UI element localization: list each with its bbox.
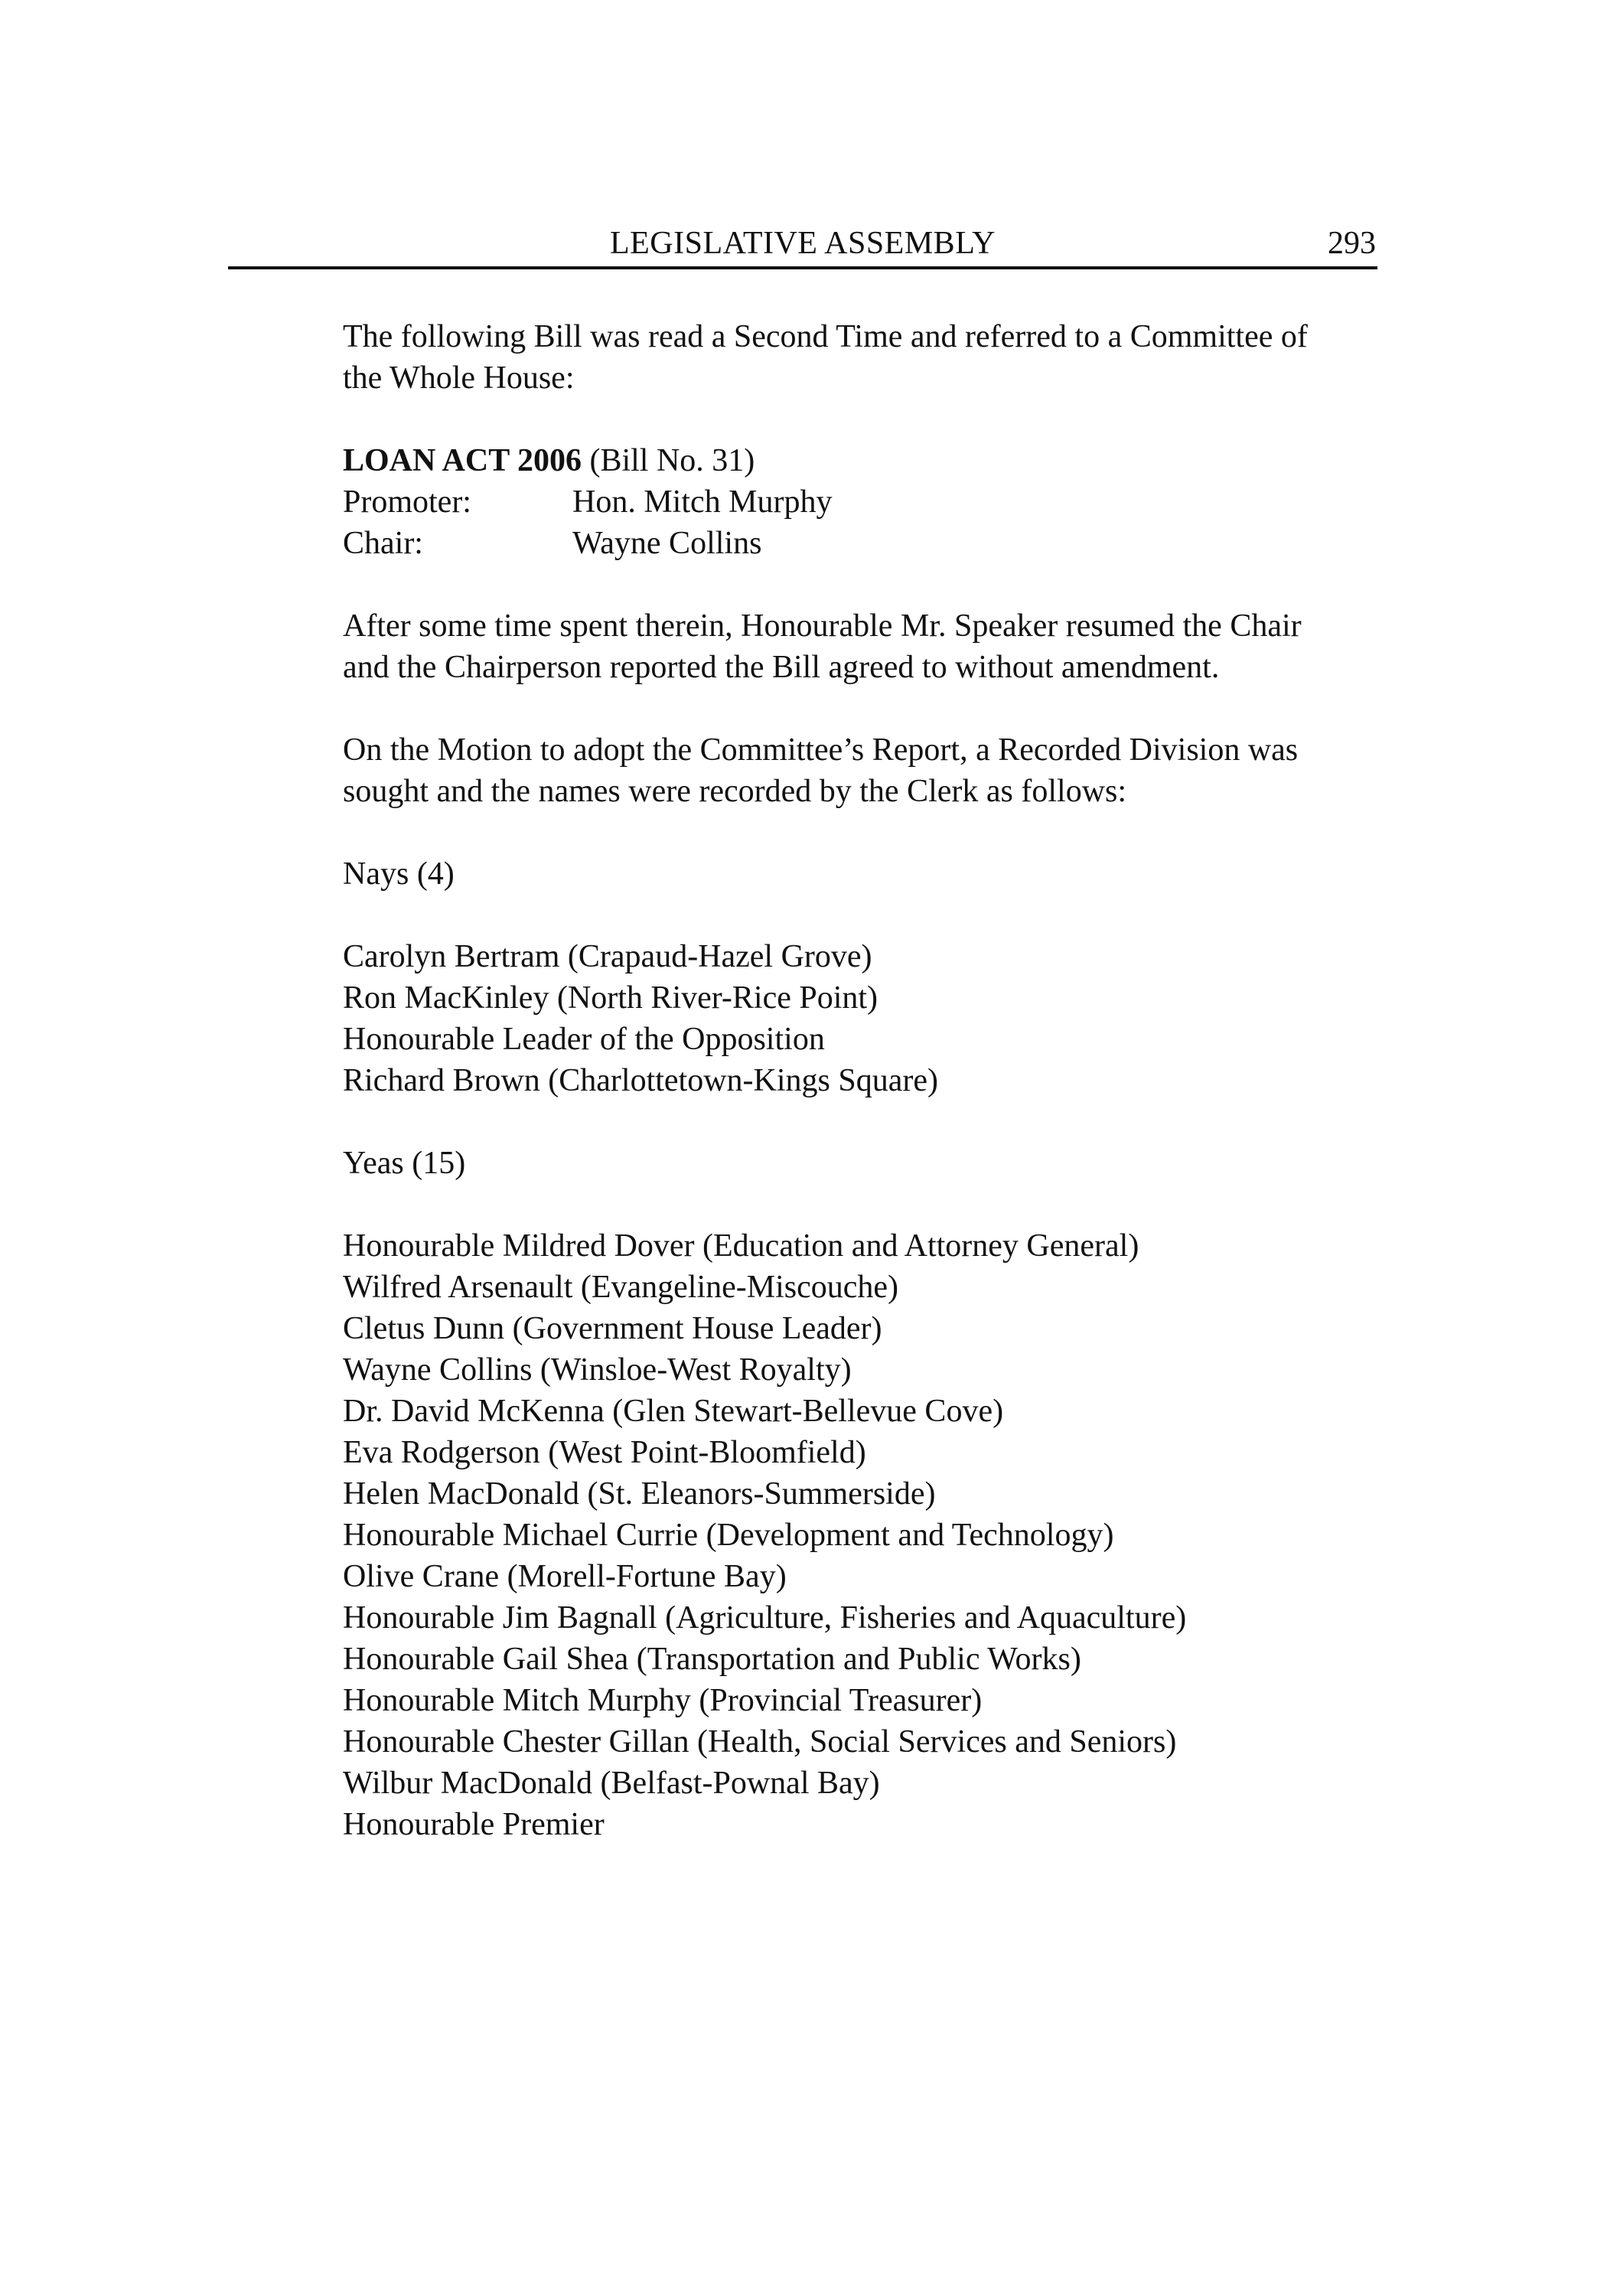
list-item: Honourable Premier: [343, 1807, 605, 1842]
promoter-value: Hon. Mitch Murphy: [572, 484, 833, 520]
yeas-heading: Yeas (15): [343, 1146, 466, 1181]
promoter-label: Promoter:: [343, 484, 471, 520]
list-item: Honourable Mildred Dover (Education and Attorney General): [343, 1228, 1139, 1264]
motion-line-1: On the Motion to adopt the Committee’s Report, a Recorded Division was: [343, 732, 1299, 768]
list-item: Ron MacKinley (North River-Rice Point): [343, 980, 878, 1016]
promoter-row: [343, 481, 1377, 523]
intro-line-1: The following Bill was read a Second Time and referred to a Committee of: [343, 319, 1308, 354]
list-item: Olive Crane (Morell-Fortune Bay): [343, 1559, 787, 1594]
list-item: Eva Rodgerson (West Point-Bloomfield): [343, 1435, 866, 1470]
bill-number: (Bill No. 31): [589, 443, 755, 478]
list-item: Carolyn Bertram (Crapaud-Hazel Grove): [343, 939, 872, 974]
list-item: Honourable Jim Bagnall (Agriculture, Fisheries and Aquaculture): [343, 1600, 1187, 1636]
running-title: LEGISLATIVE ASSEMBLY: [610, 226, 996, 261]
list-item: Richard Brown (Charlottetown-Kings Square): [343, 1063, 939, 1098]
intro-line-2: the Whole House:: [343, 360, 575, 396]
chair-value: Wayne Collins: [572, 526, 762, 561]
list-item: Honourable Michael Currie (Development and Technology): [343, 1518, 1114, 1553]
bill-name: LOAN ACT 2006: [343, 443, 582, 478]
committee-report-line-2: and the Chairperson reported the Bill agreed to without amendment.: [343, 650, 1220, 685]
yeas-list: [343, 1225, 1377, 1845]
page-body: [343, 316, 1377, 1845]
chair-row: [343, 523, 1377, 564]
motion-line-2: sought and the names were recorded by the Clerk as follows:: [343, 774, 1127, 809]
list-item: Honourable Mitch Murphy (Provincial Treasurer): [343, 1683, 983, 1718]
list-item: Honourable Chester Gillan (Health, Social Services and Seniors): [343, 1724, 1177, 1760]
chair-label: Chair:: [343, 526, 423, 561]
page-number: 293: [1328, 226, 1376, 261]
nays-heading: Nays (4): [343, 856, 455, 892]
list-item: Dr. David McKenna (Glen Stewart-Bellevue Cove): [343, 1394, 1004, 1429]
list-item: Wayne Collins (Winsloe-West Royalty): [343, 1352, 852, 1388]
list-item: Helen MacDonald (St. Eleanors-Summerside): [343, 1476, 936, 1512]
committee-report-line-1: After some time spent therein, Honourable Mr. Speaker resumed the Chair: [343, 608, 1302, 644]
bill-heading: [343, 440, 1377, 481]
nays-list: [343, 936, 1377, 1101]
list-item: Honourable Leader of the Opposition: [343, 1022, 825, 1057]
list-item: Wilbur MacDonald (Belfast-Pownal Bay): [343, 1766, 880, 1801]
list-item: Honourable Gail Shea (Transportation and Public Works): [343, 1642, 1081, 1677]
list-item: Wilfred Arsenault (Evangeline-Miscouche): [343, 1270, 899, 1305]
page-header: [228, 223, 1377, 269]
list-item: Cletus Dunn (Government House Leader): [343, 1311, 882, 1346]
